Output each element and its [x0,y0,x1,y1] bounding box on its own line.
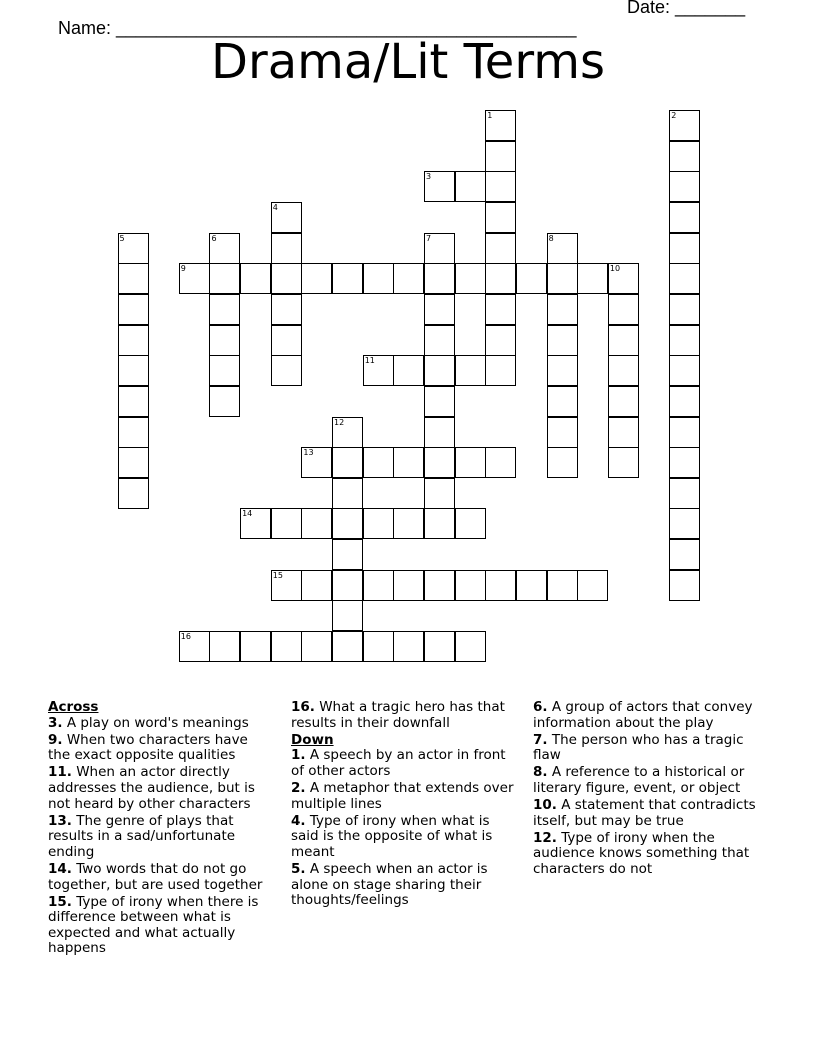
clue-item [48,716,273,732]
clue-text: A statement that contradicts itself, but may be true [533,797,756,829]
clues-column-3 [533,700,758,879]
clue-number: 4. [291,812,306,829]
crossword-cell[interactable] [393,355,424,386]
cell-number: 3 [426,172,432,182]
crossword-cell[interactable] [209,263,240,294]
crossword-cell[interactable] [363,570,394,601]
crossword-cell[interactable] [209,294,240,325]
crossword-cell[interactable] [424,294,455,325]
crossword-cell[interactable] [209,325,240,356]
clue-item [533,765,758,796]
clue-text: A metaphor that extends over multiple lines [291,779,514,812]
clue-item [533,700,758,731]
crossword-cell[interactable] [301,631,332,662]
clue-number: 2. [291,779,306,796]
cell-number: 15 [272,570,283,580]
crossword-cell[interactable] [485,141,516,172]
crossword-cell[interactable] [608,355,639,386]
crossword-cell[interactable] [669,325,700,356]
crossword-cell[interactable] [332,263,363,294]
crossword-cell[interactable] [332,539,363,570]
crossword-cell[interactable] [118,325,149,356]
crossword-cell[interactable] [393,447,424,478]
crossword-cell[interactable] [485,355,516,386]
crossword-cell[interactable] [301,570,332,601]
crossword-cell[interactable] [455,631,486,662]
crossword-cell[interactable] [455,570,486,601]
crossword-cell[interactable] [669,171,700,202]
crossword-cell[interactable] [271,355,302,386]
crossword-cell[interactable] [669,417,700,448]
cell-number: 4 [272,202,278,212]
crossword-cell[interactable] [271,202,302,233]
cell-number: 10 [609,264,621,274]
clue-text: A group of actors that convey information about the play [533,699,753,731]
cell-number: 7 [426,233,432,243]
clue-item [291,862,516,909]
date-label: Date: _______ [627,0,746,17]
cell-number: 1 [487,111,493,120]
cell-number: 14 [242,509,253,519]
crossword-cell[interactable] [424,417,455,448]
clue-number: 8. [533,764,548,781]
clue-text: Type of irony when there is difference between what is expected and what actually happens [48,893,259,957]
crossword-cell[interactable] [608,417,639,448]
cell-number: 9 [180,264,186,274]
crossword-cell[interactable] [271,631,302,662]
crossword-cell[interactable] [577,263,608,294]
crossword-cell[interactable] [547,355,578,386]
across-clue-list [48,716,273,957]
clue-text: The genre of plays that results in a sad/unfortunate ending [48,812,236,860]
crossword-cell[interactable] [669,478,700,509]
clue-text: Type of irony when the audience knows something that characters do not [533,829,750,877]
across-clue-list-cont [291,700,516,731]
down-heading: Down [291,731,334,748]
crossword-cell[interactable] [455,263,486,294]
crossword-cell[interactable] [485,447,516,478]
clue-number: 6. [533,699,548,715]
clue-item [48,862,273,893]
crossword-cell[interactable] [485,202,516,233]
crossword-cell[interactable] [424,447,455,478]
crossword-cell[interactable] [547,570,578,601]
crossword-cell[interactable] [271,508,302,539]
crossword-cell[interactable] [118,417,149,448]
crossword-cell[interactable] [669,202,700,233]
clue-text: Type of irony when what is said is the opposite of what is meant [291,812,493,860]
crossword-cell[interactable] [363,263,394,294]
crossword-cell[interactable] [209,631,240,662]
crossword-cell[interactable] [424,171,455,202]
crossword-cell[interactable] [209,233,240,264]
crossword-cell[interactable] [669,263,700,294]
crossword-cell[interactable] [424,631,455,662]
crossword-cell[interactable] [669,539,700,570]
clue-text: When two characters have the exact opposite qualities [48,731,248,764]
crossword-cell[interactable] [547,386,578,417]
crossword-cell[interactable] [669,110,700,141]
cell-number: 8 [548,233,554,243]
crossword-cell[interactable] [393,263,424,294]
crossword-cell[interactable] [608,325,639,356]
crossword-cell[interactable] [516,570,547,601]
crossword-cell[interactable] [271,294,302,325]
clue-text: Two words that do not go together, but are used together [48,860,263,893]
crossword-cell[interactable] [577,570,608,601]
crossword-cell[interactable] [455,171,486,202]
crossword-cell[interactable] [485,110,516,141]
clue-item [533,798,758,829]
crossword-cell[interactable] [271,325,302,356]
clue-text: What a tragic hero has that results in their downfall [291,699,505,731]
crossword-cell[interactable] [455,508,486,539]
crossword-cell[interactable] [118,355,149,386]
crossword-cell[interactable] [179,263,210,294]
crossword-cell[interactable] [363,508,394,539]
crossword-cell[interactable] [301,263,332,294]
clue-item [291,748,516,779]
crossword-cell[interactable] [424,508,455,539]
crossword-cell[interactable] [118,233,149,264]
clue-text: The person who has a tragic flaw [533,731,744,764]
crossword-cell[interactable] [332,478,363,509]
crossword-cell[interactable] [209,355,240,386]
crossword-cell[interactable] [608,294,639,325]
crossword-cell[interactable] [547,447,578,478]
clue-item [48,814,273,861]
crossword-cell[interactable] [669,233,700,264]
clue-text: When an actor directly addresses the audience, but is not heard by other characters [48,764,255,812]
cell-number: 6 [211,233,217,243]
crossword-cell[interactable] [485,171,516,202]
cell-number: 13 [303,448,314,458]
crossword-cell[interactable] [669,386,700,417]
crossword-cell[interactable] [424,233,455,264]
clue-text: A speech by an actor in front of other actors [291,747,506,779]
crossword-cell[interactable] [485,263,516,294]
crossword-cell[interactable] [393,631,424,662]
clue-number: 3. [48,714,63,731]
cell-number: 16 [180,632,191,642]
crossword-cell[interactable] [455,355,486,386]
crossword-cell[interactable] [547,233,578,264]
crossword-cell[interactable] [240,631,271,662]
crossword-cell[interactable] [424,386,455,417]
crossword-cell[interactable] [363,631,394,662]
crossword-cell[interactable] [424,263,455,294]
crossword-cell[interactable] [485,325,516,356]
crossword-cell[interactable] [240,508,271,539]
clue-number: 5. [291,860,306,877]
crossword-cell[interactable] [332,417,363,448]
clue-item [291,781,516,812]
crossword-cell[interactable] [271,233,302,264]
crossword-cell[interactable] [669,294,700,325]
cell-number: 12 [334,417,345,427]
across-heading: Across [48,699,99,715]
name-label: Name: ______________________________________________ [58,18,577,38]
crossword-cell[interactable] [240,263,271,294]
clue-number: 13. [48,812,72,829]
crossword-cell[interactable] [547,263,578,294]
crossword-cell[interactable] [363,355,394,386]
crossword-cell[interactable] [547,417,578,448]
down-clue-list-cont [533,700,758,878]
clue-number: 12. [533,829,557,846]
clue-item [291,700,516,731]
crossword-cell[interactable] [332,570,363,601]
page-title: Drama/Lit Terms [211,34,605,90]
crossword-cell[interactable] [455,447,486,478]
crossword-cell[interactable] [669,355,700,386]
clue-text: A speech when an actor is alone on stage sharing their thoughts/feelings [291,860,488,909]
down-clue-list [291,748,516,908]
clue-item [533,831,758,878]
clues-column-1 [48,700,273,959]
crossword-cell[interactable] [332,600,363,631]
clue-item [48,895,273,957]
clue-item [291,814,516,861]
crossword-cell[interactable] [485,233,516,264]
clue-number: 10. [533,797,557,814]
crossword-cell[interactable] [271,263,302,294]
crossword-cell[interactable] [118,478,149,509]
clue-number: 15. [48,893,72,910]
crossword-cell[interactable] [669,570,700,601]
clues-column-2 [291,700,516,910]
crossword-cell[interactable] [485,294,516,325]
crossword-cell[interactable] [608,447,639,478]
crossword-cell[interactable] [301,508,332,539]
crossword-cell[interactable] [393,570,424,601]
clue-number: 7. [533,731,548,748]
crossword-cell[interactable] [332,631,363,662]
crossword-cell[interactable] [424,355,455,386]
clue-item [48,765,273,812]
clue-text: A play on word's meanings [62,714,249,731]
crossword-cell[interactable] [118,386,149,417]
clue-number: 1. [291,747,306,764]
crossword-cell[interactable] [516,263,547,294]
clue-item [48,733,273,764]
crossword-cell[interactable] [485,570,516,601]
crossword-cell[interactable] [118,294,149,325]
crossword-cell[interactable] [301,447,332,478]
crossword-cell[interactable] [363,447,394,478]
crossword-cell[interactable] [608,263,639,294]
crossword-cell[interactable] [608,386,639,417]
cell-number: 11 [364,356,375,366]
crossword-cell[interactable] [424,570,455,601]
crossword-cell[interactable] [393,508,424,539]
clue-number: 16. [291,699,315,715]
clue-text: A reference to a historical or literary figure, event, or object [533,764,745,796]
crossword-cell[interactable] [424,478,455,509]
clue-number: 14. [48,860,72,877]
clue-number: 9. [48,731,63,748]
crossword-cell[interactable] [179,631,210,662]
crossword-cell[interactable] [669,508,700,539]
clue-number: 11. [48,764,72,781]
crossword-cell[interactable] [547,325,578,356]
crossword-cell[interactable] [547,294,578,325]
crossword-cell[interactable] [271,570,302,601]
crossword-cell[interactable] [209,386,240,417]
cell-number: 2 [671,111,677,120]
crossword-cell[interactable] [424,325,455,356]
cell-number: 5 [119,233,125,243]
crossword-cell[interactable] [332,508,363,539]
crossword-cell[interactable] [669,447,700,478]
clue-item [533,733,758,764]
crossword-cell[interactable] [669,141,700,172]
crossword-cell[interactable] [118,447,149,478]
crossword-cell[interactable] [118,263,149,294]
crossword-cell[interactable] [332,447,363,478]
